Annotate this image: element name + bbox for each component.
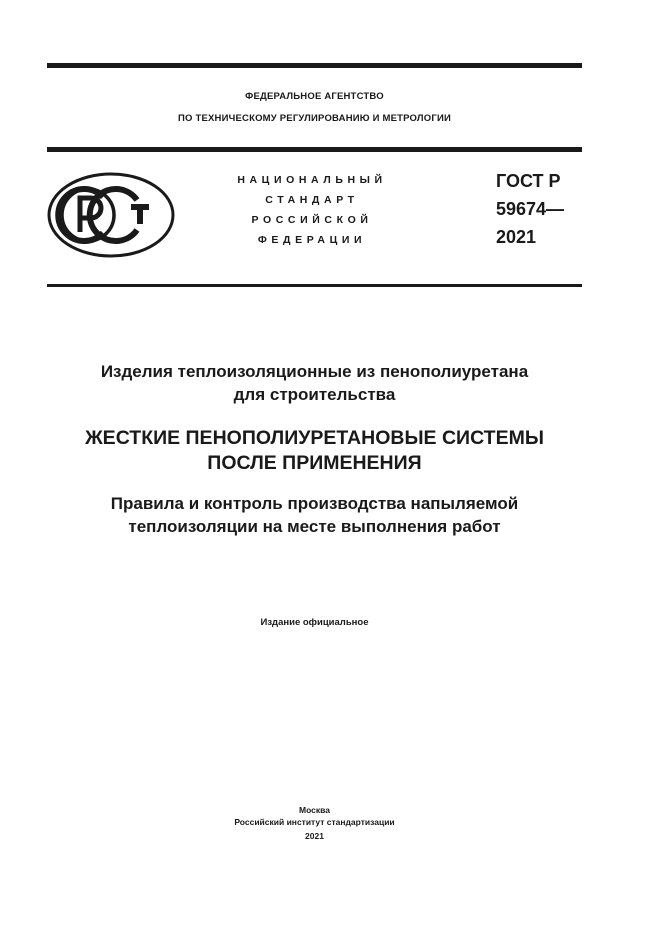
imprint-year: 2021	[305, 831, 324, 841]
title-main-line-1: ЖЕСТКИЕ ПЕНОПОЛИУРЕТАНОВЫЕ СИСТЕМЫ	[85, 427, 544, 449]
agency-line-1: ФЕДЕРАЛЬНОЕ АГЕНТСТВО	[245, 91, 384, 102]
national-standard-line-4: ФЕДЕРАЦИИ	[257, 234, 367, 246]
national-standard-line-1: НАЦИОНАЛЬНЫЙ	[237, 174, 387, 186]
rst-emblem-icon	[47, 172, 175, 258]
designation-line-2: 59674—	[496, 199, 565, 219]
top-rule	[47, 63, 582, 68]
agency-line-2: ПО ТЕХНИЧЕСКОМУ РЕГУЛИРОВАНИЮ И МЕТРОЛОГИИ	[178, 113, 451, 124]
title-general-line-1: Изделия теплоизоляционные из пенополиуретана	[100, 362, 529, 381]
edition-note: Издание официальное	[260, 617, 369, 628]
national-standard-line-2: СТАНДАРТ	[265, 194, 359, 206]
imprint-city: Москва	[299, 805, 330, 815]
title-sub-line-2: теплоизоляции на месте выполнения работ	[128, 517, 501, 536]
national-standard-line-3: РОССИЙСКОЙ	[251, 214, 373, 226]
imprint-publisher: Российский институт стандартизации	[234, 817, 395, 827]
title-main-line-2: ПОСЛЕ ПРИМЕНЕНИЯ	[207, 452, 422, 474]
designation-line-1: ГОСТ Р	[496, 171, 561, 191]
header-bottom-rule	[47, 284, 582, 287]
title-general-line-2: для строительства	[233, 385, 396, 404]
title-sub-line-1: Правила и контроль производства напыляемой	[110, 494, 519, 513]
header-rule	[47, 147, 582, 152]
designation-line-3: 2021	[496, 227, 537, 247]
